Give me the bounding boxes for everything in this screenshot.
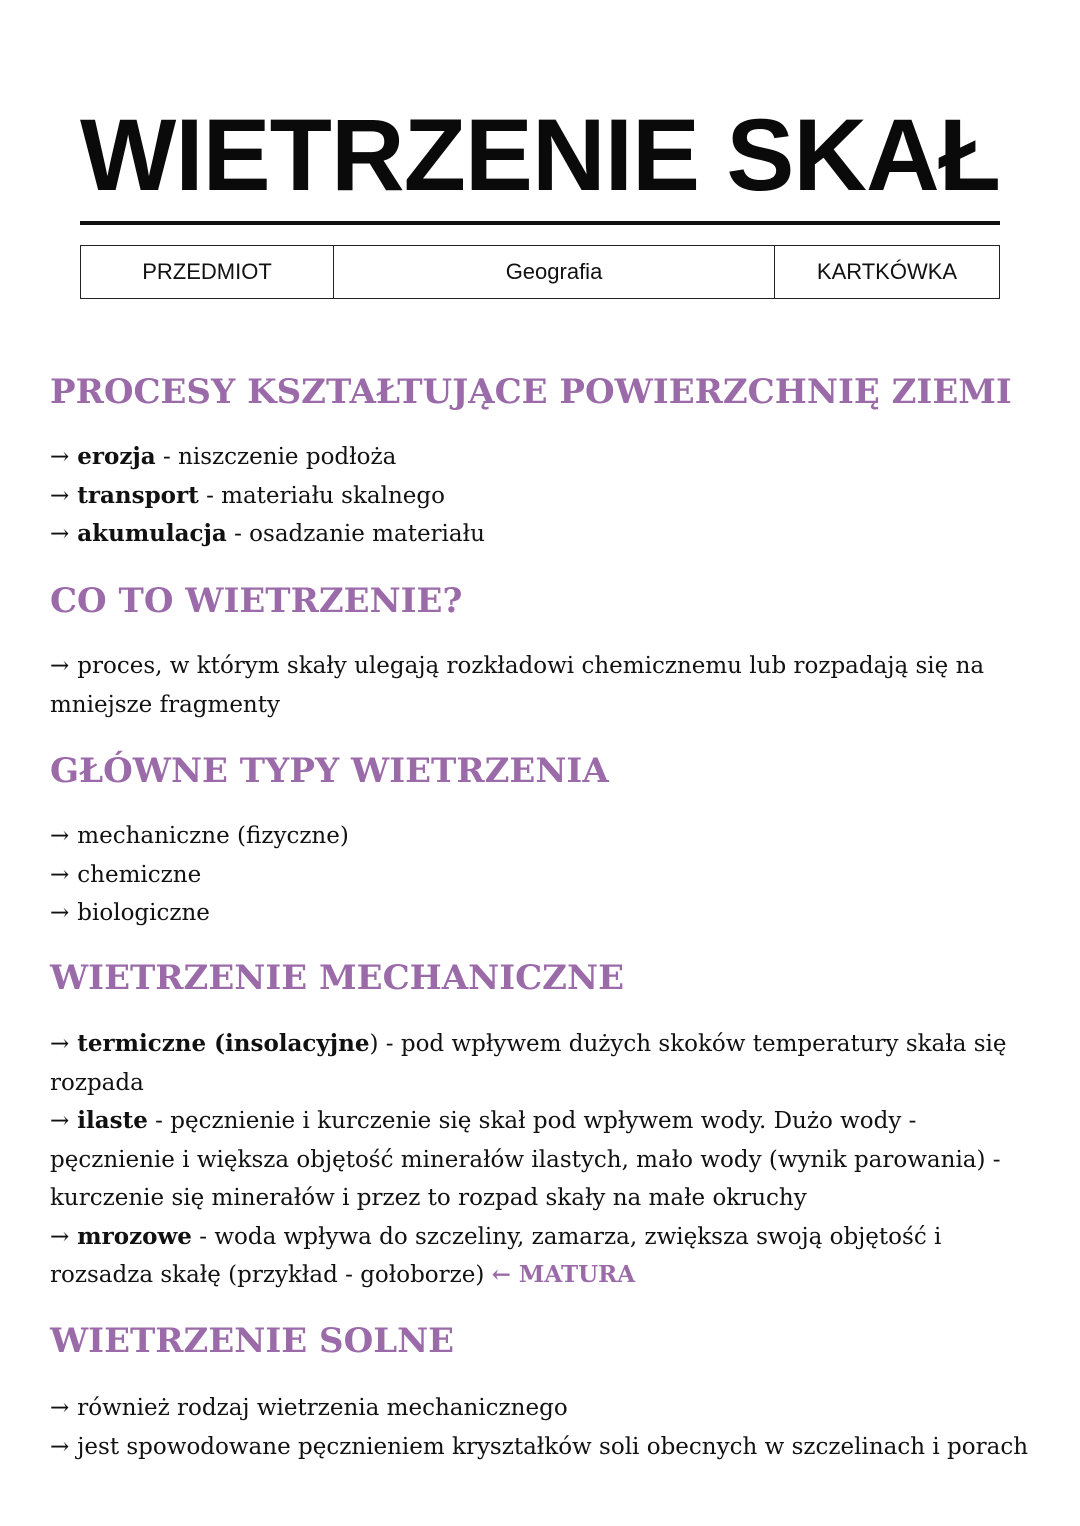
text-line: kurczenie się minerałów i przez to rozpad skały na małe okruchy — [50, 1185, 807, 1211]
heading-mechanical: WIETRZENIE MECHANICZNE — [50, 958, 624, 998]
definition-line: mniejsze fragmenty — [50, 691, 280, 718]
term: mrozowe — [77, 1222, 192, 1250]
definition-line — [50, 647, 1025, 686]
list-item — [50, 894, 1025, 933]
subject-value: Geografia — [333, 246, 774, 298]
subject-label: PRZEDMIOT — [142, 259, 272, 284]
text-line — [50, 1218, 1025, 1257]
page-title: WIETRZENIE SKAŁ — [80, 98, 1000, 212]
term: akumulacja — [77, 520, 227, 547]
arrow-icon: → — [50, 1395, 70, 1421]
arrow-icon: → — [50, 521, 70, 547]
list-item — [50, 515, 1025, 554]
term-description: ) - pod wpływem dużych skoków temperatury skała się — [369, 1031, 1007, 1057]
salt-text: jest spowodowane pęcznieniem kryształków soli obecnych w szczelinach i porach — [77, 1433, 1029, 1460]
heading-types: GŁÓWNE TYPY WIETRZENIA — [50, 751, 609, 791]
processes-list — [50, 438, 1025, 554]
definition-text — [50, 647, 1025, 724]
info-table — [80, 245, 1000, 299]
term-description: rozsadza skałę (przykład - gołoborze) — [50, 1262, 492, 1288]
text-line: pęcznienie i większa objętość minerałów ilastych, mało wody (wynik parowania) - — [50, 1146, 1001, 1173]
arrow-icon: → — [50, 1433, 70, 1460]
arrow-icon: → — [50, 900, 70, 926]
type-name: mechaniczne (fizyczne) — [77, 823, 349, 849]
heading-salt: WIETRZENIE SOLNE — [50, 1321, 455, 1361]
arrow-icon: → — [50, 653, 70, 679]
list-item — [50, 1389, 1025, 1428]
term: termiczne (insolacyjne — [77, 1030, 370, 1057]
type-label: KARTKÓWKA — [774, 246, 999, 298]
text-line — [50, 1102, 1025, 1141]
list-item — [50, 856, 1025, 895]
arrow-icon: → — [50, 1108, 70, 1134]
types-list — [50, 817, 1025, 933]
type-name: chemiczne — [77, 861, 202, 888]
term-description: - woda wpływa do szczeliny, zamarza, zwiększa swoją objętość i — [191, 1223, 942, 1250]
heading-definition: CO TO WIETRZENIE? — [50, 581, 463, 621]
title-divider — [80, 221, 1000, 225]
term: erozja — [77, 443, 156, 470]
text-line — [50, 1256, 1025, 1295]
salt-text: również rodzaj wietrzenia mechanicznego — [77, 1395, 568, 1421]
list-item — [50, 477, 1025, 516]
matura-badge: ← MATURA — [491, 1261, 636, 1288]
arrow-icon: → — [50, 1223, 70, 1250]
term-description: - osadzanie materiału — [226, 521, 485, 547]
salt-list — [50, 1389, 1029, 1466]
list-item — [50, 438, 1025, 477]
arrow-icon: → — [50, 861, 70, 888]
arrow-icon: → — [50, 482, 70, 509]
heading-processes: PROCESY KSZTAŁTUJĄCE POWIERZCHNIĘ ZIEMI — [50, 372, 1012, 412]
term-description: - niszczenie podłoża — [155, 444, 397, 470]
arrow-icon: → — [50, 823, 70, 849]
arrow-icon: → — [50, 1031, 70, 1057]
term-description: - pęcznienie i kurczenie się skał pod wpływem wody. Dużo wody - — [147, 1108, 917, 1134]
text-line: rozpada — [50, 1069, 144, 1096]
type-name: biologiczne — [77, 900, 210, 926]
text-line — [50, 1025, 1025, 1064]
arrow-icon: → — [50, 444, 70, 470]
list-item — [50, 1428, 1029, 1467]
term: ilaste — [77, 1107, 148, 1134]
definition-text-part: proces, w którym skały ulegają rozkładowi chemicznemu lub rozpadają się na — [77, 653, 985, 679]
mechanical-text — [50, 1025, 1025, 1295]
term-description: - materiału skalnego — [198, 482, 445, 509]
term: transport — [77, 481, 199, 509]
list-item — [50, 817, 1025, 856]
